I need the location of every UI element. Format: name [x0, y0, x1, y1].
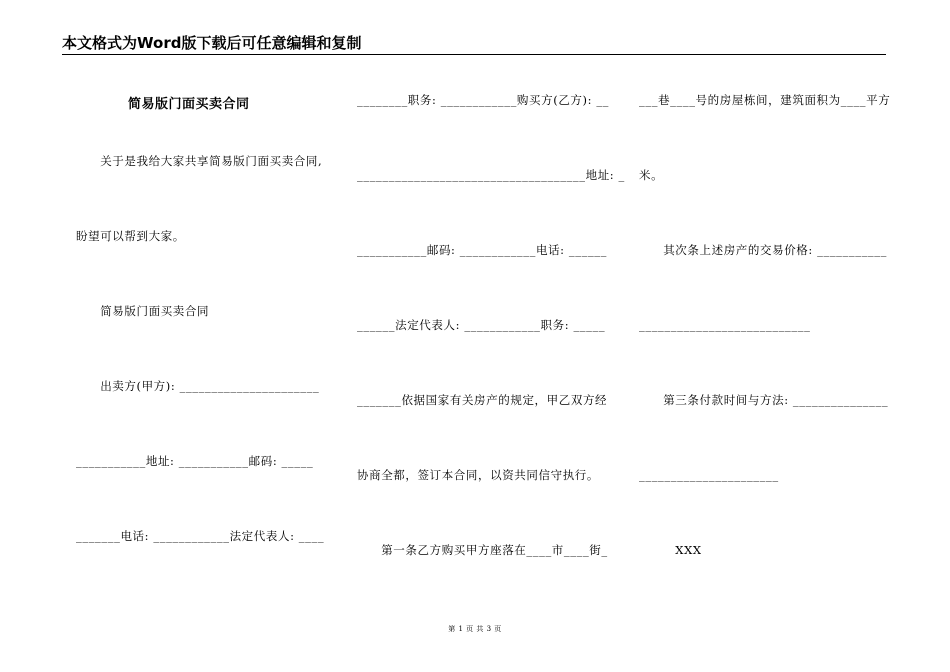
text-line: ______法定代表人: ____________职务: _____ [357, 318, 606, 332]
text-line: 出卖方(甲方): ______________________ [76, 379, 320, 393]
text-line: 简易版门面买卖合同 [76, 304, 210, 318]
contract-title: 简易版门面买卖合同 [128, 97, 250, 112]
text-line: 第三条付款时间与方法: _______________ [639, 393, 889, 407]
text-line: ___________地址: ___________邮码: _____ [76, 454, 314, 468]
text-line: ___巷____号的房屋栋间，建筑面积为____平方 [639, 93, 891, 107]
text-line: 盼望可以帮到大家。 [76, 229, 185, 243]
column-1 [76, 0, 324, 672]
column-3 [639, 0, 891, 672]
text-line: _______依据国家有关房产的规定，甲乙双方经 [357, 393, 608, 407]
signature-name: XXX [639, 543, 702, 557]
column-2 [357, 0, 625, 672]
text-line: ________职务: ____________购买方(乙方): __ [357, 93, 610, 107]
text-line: 米。 [639, 168, 664, 182]
text-line: _______电话: ____________法定代表人: ____ [76, 529, 325, 543]
page-number: 第 1 页 共 3 页 [448, 625, 502, 633]
text-line: ____________________________________地址: _ [357, 168, 625, 182]
header-text: 本文格式为Word版下载后可任意编辑和复制 [62, 34, 362, 52]
text-line: 协商全都，签订本合同，以资共同信守执行。 [357, 468, 599, 482]
text-line: 第一条乙方购买甲方座落在____市____街_ [357, 543, 608, 557]
text-line: ___________邮码: ____________电话: ______ [357, 243, 608, 257]
text-line: 其次条上述房产的交易价格: ___________ [639, 243, 887, 257]
text-line: ___________________________ [639, 318, 811, 332]
text-line: 关于是我给大家共享简易版门面买卖合同, [76, 154, 323, 168]
text-line: ______________________ [639, 468, 779, 482]
